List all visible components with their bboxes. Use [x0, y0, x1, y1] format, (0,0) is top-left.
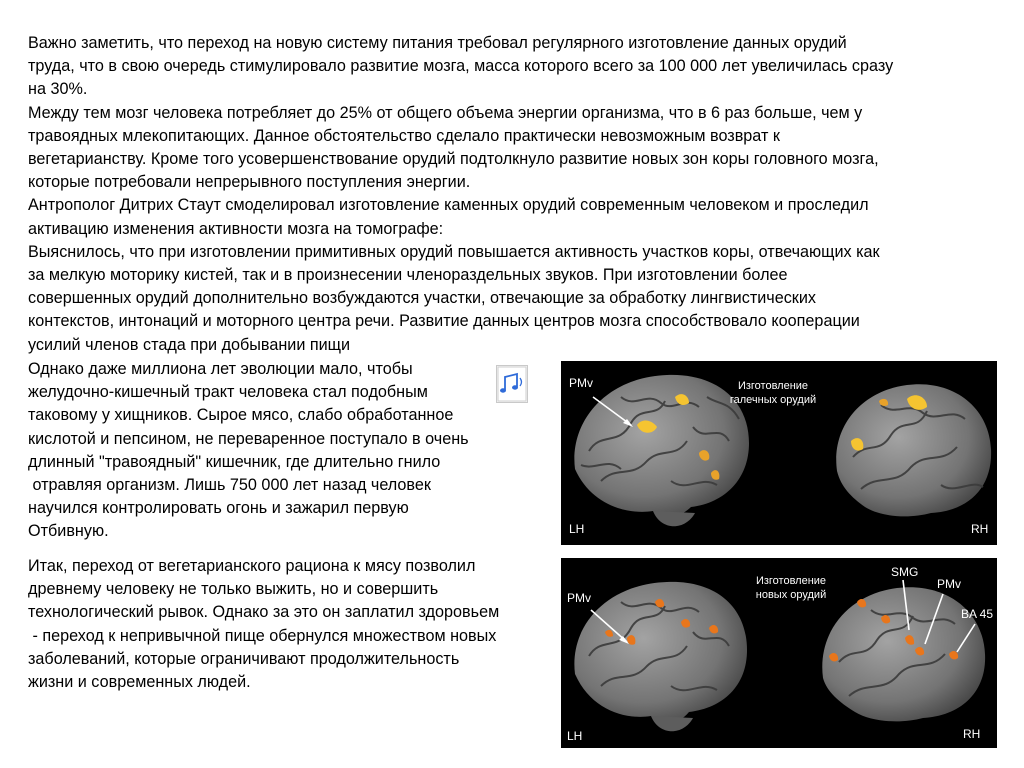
text-line: усилий членов стада при добывании пищи: [28, 335, 351, 354]
text-line: желудочно-кишечный тракт человека стал подобным: [28, 383, 428, 402]
text-line: вегетарианству. Кроме того усовершенствование орудий подтолкнуло развитие новых зон коры головного мозга,: [28, 150, 879, 169]
label-smg: SMG: [891, 565, 919, 579]
text-line: за мелкую моторику кистей, так и в произнесении членораздельных звуков. При изготовлении более: [28, 266, 788, 285]
text-line: Выяснилось, что при изготовлении примитивных орудий повышается активность участков коры, отвечающих как: [28, 242, 880, 261]
text-line: Однако даже миллиона лет эволюции мало, чтобы: [28, 360, 413, 378]
text-line: таковому у хищников. Сырое мясо, слабо обработанное: [28, 406, 454, 425]
brain-figure-new-tools: [561, 558, 997, 748]
figure-title-line1: Изготовление: [737, 380, 809, 392]
label-rh: RH: [971, 522, 989, 536]
text-line: совершенных орудий дополнительно возбуждаются участки, отвечающие за обработку лингвистических: [28, 289, 817, 308]
label-lh: LH: [569, 522, 585, 536]
text-line: Между тем мозг человека потребляет до 25% от общего объема энергии организма, что в 6 раз больше, чем у: [28, 103, 863, 122]
text-line: на 30%.: [28, 80, 88, 99]
text-line: длинный "травоядный" кишечник, где длительно гнило: [28, 452, 441, 471]
text-line: древнему человеку не только выжить, но и совершить: [28, 580, 439, 599]
text-line: кислотой и пепсином, не переваренное поступало в очень: [28, 429, 469, 448]
text-line: Важно заметить, что переход на новую систему питания требовал регулярного изготовление данных орудий: [28, 34, 847, 52]
text-line: активацию изменения активности мозга на томографе:: [28, 219, 444, 238]
figure-title-line2: новых орудий: [755, 589, 827, 601]
text-line: Отбивную.: [28, 522, 109, 541]
right-hemisphere-image: [822, 580, 985, 721]
figure-title-line2: галечных орудий: [729, 394, 817, 406]
figure-title-line1: Изготовление: [755, 575, 827, 587]
label-rh: RH: [963, 727, 981, 741]
text-line: контекстов, интонаций и моторного центра речи. Развитие данных центров мозга способствовало кооперации: [28, 312, 860, 331]
text-line: отравляя организм. Лишь 750 000 лет назад человек: [28, 476, 431, 495]
left-hemisphere-image: [574, 375, 749, 526]
text-line: Антрополог Дитрих Стаут смоделировал изготовление каменных орудий современным человеком и проследил: [28, 196, 869, 215]
audio-clip-icon[interactable]: [496, 365, 528, 403]
label-pmv-left: PMv: [567, 591, 591, 605]
text-line: технологический рывок. Однако за это он заплатил здоровьем: [28, 603, 500, 622]
text-line: травоядных млекопитающих. Данное обстоятельство сделало практически невозможным возврат к: [28, 126, 780, 145]
right-hemisphere-image: [836, 384, 991, 516]
text-line: - переход к непривычной пище обернулся множеством новых: [28, 626, 497, 645]
text-line: труда, что в свою очередь стимулировало развитие мозга, масса которого всего за 100 000 лет увеличилась сразу: [28, 57, 894, 76]
text-line: Итак, переход от вегетарианского рациона к мясу позволил: [28, 557, 476, 575]
label-ba45: BA 45: [961, 607, 994, 621]
intro-paragraphs: [28, 32, 996, 357]
text-line: заболеваний, которые ограничивают продолжительность: [28, 649, 460, 668]
text-line: жизни и современных людей.: [28, 673, 251, 692]
label-pmv-right: PMv: [937, 577, 961, 591]
conclusion-paragraph: [28, 555, 568, 694]
digestion-paragraph: [28, 358, 568, 544]
text-line: которые потребовали непрерывного поступления энергии.: [28, 173, 471, 192]
left-hemisphere-image: [574, 582, 747, 731]
brain-figure-pebble-tools: [561, 361, 997, 545]
text-line: научился контролировать огонь и зажарил первую: [28, 499, 409, 518]
label-pmv: PMv: [569, 376, 593, 390]
label-lh: LH: [567, 729, 583, 743]
